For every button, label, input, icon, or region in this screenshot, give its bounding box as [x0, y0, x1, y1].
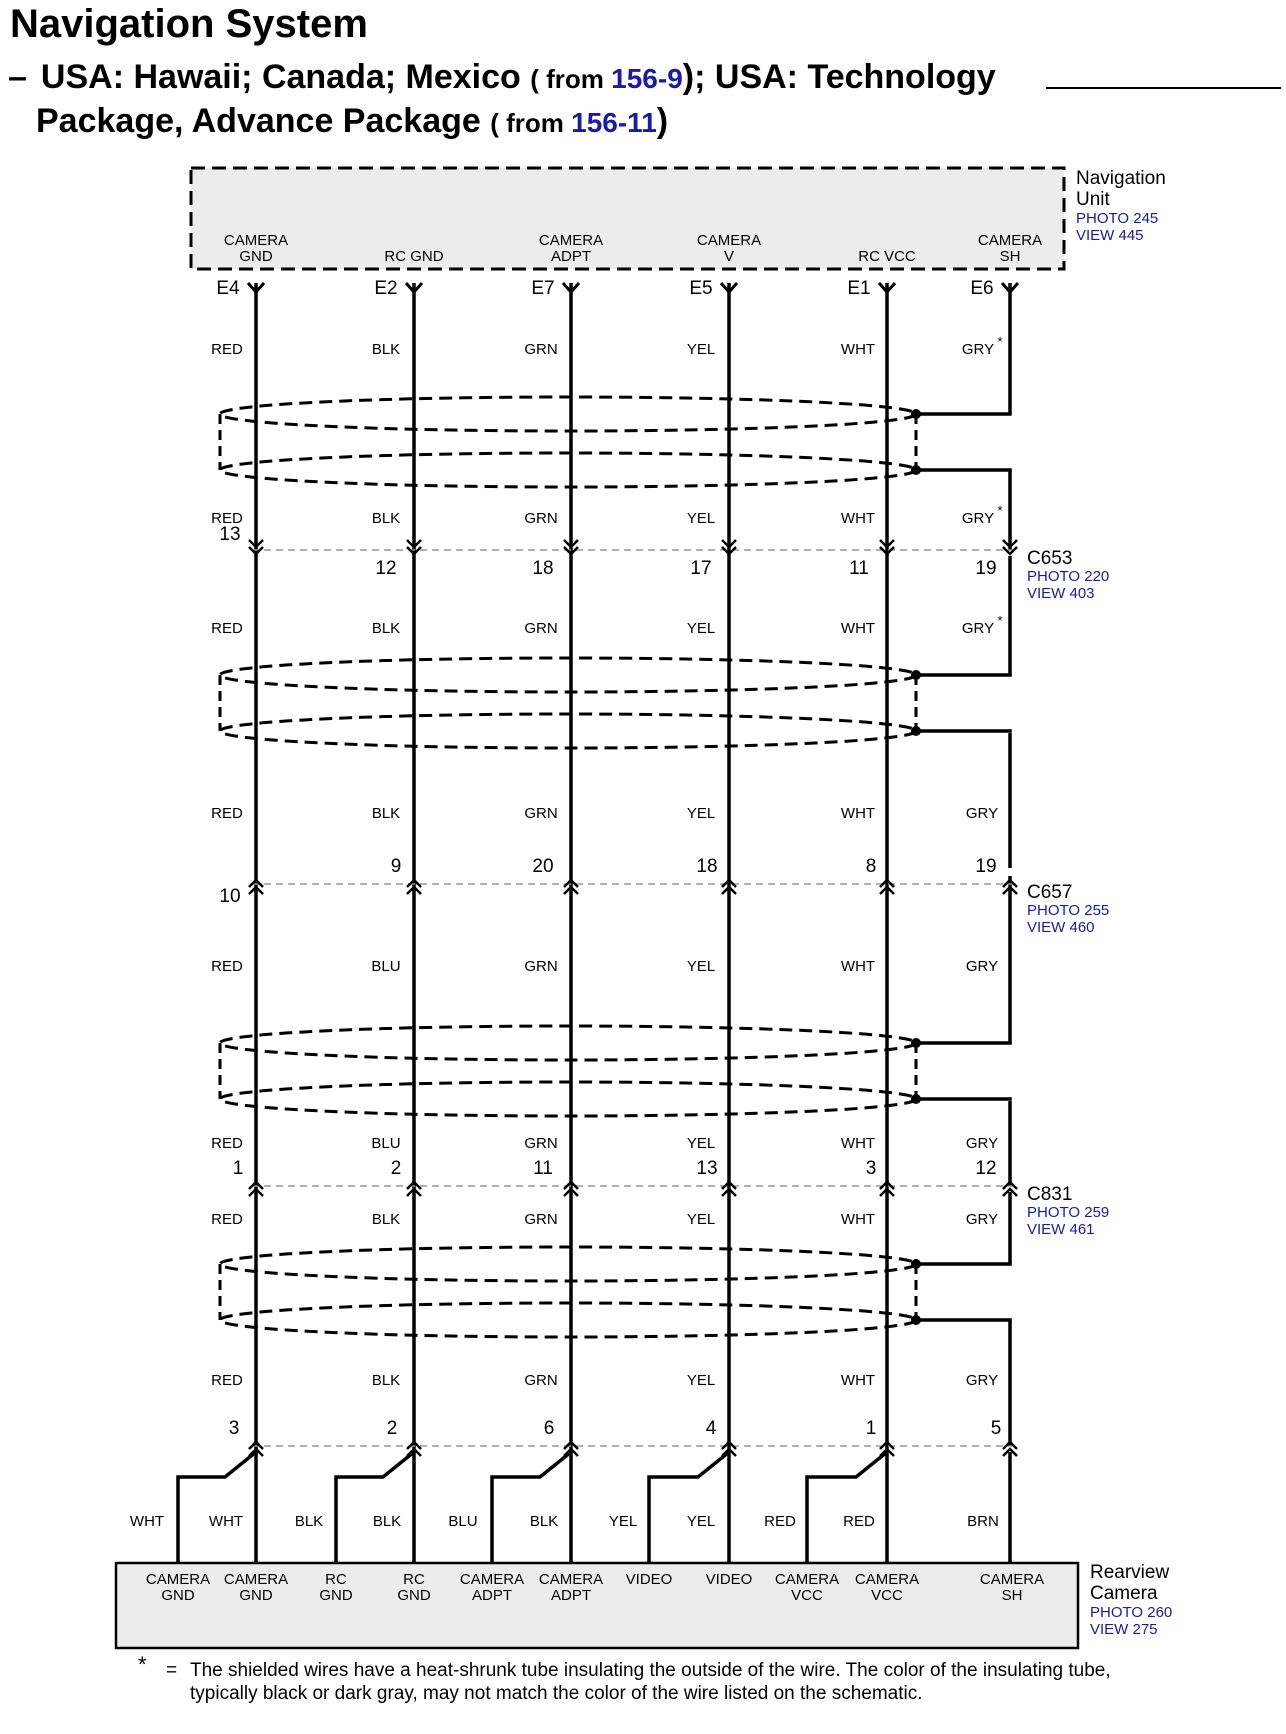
connector-pin-number: 8 — [865, 856, 877, 877]
wire-color-label: BLU — [371, 1135, 401, 1152]
shield-ellipse — [220, 714, 916, 748]
wire-split — [807, 1452, 887, 1565]
nav-pin-name-line1: CAMERA — [977, 232, 1043, 249]
nav-pin-name-line1: CAMERA — [538, 232, 604, 249]
link-156-11[interactable]: 156-11 — [571, 107, 657, 138]
wire-color-label: GRN — [524, 510, 558, 527]
subtitle-part-1: USA: Hawaii; Canada; Mexico — [40, 58, 521, 96]
wire-color-label: RED — [211, 1135, 243, 1152]
connector-pin-number: 18 — [532, 558, 554, 579]
camera-wire-color-label: BLK — [294, 1513, 324, 1530]
connector-pin-number: 2 — [390, 1158, 402, 1179]
camera-view-ref: VIEW 275 — [1090, 1621, 1158, 1638]
camera-pin-name-line2: VIDEO — [705, 1571, 753, 1588]
wire-split — [492, 1452, 571, 1565]
shield-ellipse — [220, 1303, 916, 1337]
wire-color-label: GRY — [965, 1135, 999, 1152]
wire-split — [336, 1452, 414, 1565]
camera-label-2: Camera — [1090, 1583, 1158, 1604]
camera-wire-color-label: RED — [764, 1513, 796, 1530]
nav-pin-name-line2: ADPT — [550, 248, 592, 265]
camera-wire-color-label: BLK — [529, 1513, 559, 1530]
connector-pin-number: 13 — [219, 524, 241, 545]
shield-ellipse — [220, 658, 916, 692]
wire-color-label: GRN — [524, 620, 558, 637]
wire-color-label: GRY — [961, 620, 995, 637]
footnote-star: * — [138, 1652, 147, 1677]
connector-pin-number: 1 — [865, 1418, 877, 1439]
camera-wire-color-label: BRN — [967, 1513, 999, 1530]
wire-color-label: WHT — [840, 958, 876, 975]
wire-color-label: YEL — [686, 341, 716, 358]
camera-pin-name-line1: CAMERA — [223, 1571, 289, 1588]
nav-pin-name-line1: CAMERA — [696, 232, 762, 249]
camera-wire-color-label: WHT — [129, 1513, 165, 1530]
camera-pin-name-line1: CAMERA — [538, 1571, 604, 1588]
connector-pin-number: 5 — [990, 1418, 1002, 1439]
connector-pin-number: 12 — [375, 558, 397, 579]
nav-pin-terminal: E6 — [970, 278, 994, 299]
nav-unit-view-ref: VIEW 445 — [1076, 227, 1144, 244]
wire-color-label: WHT — [840, 1211, 876, 1228]
wire-color-label: GRY — [965, 958, 999, 975]
camera-pin-name-line2: ADPT — [550, 1587, 592, 1604]
camera-wire-color-label: YEL — [686, 1513, 716, 1530]
wire-color-label: BLK — [371, 510, 401, 527]
camera-wire-color-label: WHT — [208, 1513, 244, 1530]
camera-photo-ref: PHOTO 260 — [1090, 1604, 1173, 1621]
wire-color-label: GRN — [524, 1211, 558, 1228]
wire-color-label: GRN — [524, 1372, 558, 1389]
subtitle-from-2-prefix: ( from — [490, 108, 572, 138]
connector-pin-number: 1 — [232, 1158, 244, 1179]
camera-pin-name-line2: VCC — [791, 1587, 823, 1604]
wire-color-label: GRN — [524, 1135, 558, 1152]
wire-color-label: GRN — [524, 958, 558, 975]
nav-unit-photo-ref: PHOTO 245 — [1076, 210, 1159, 227]
wire-color-label: YEL — [686, 1211, 716, 1228]
subtitle-from-2-suffix: ) — [656, 102, 669, 140]
connector-pin-number: 18 — [696, 856, 718, 877]
wire-color-label: YEL — [686, 510, 716, 527]
camera-pin-name-line2: VCC — [871, 1587, 903, 1604]
connector-pin-number: 4 — [705, 1418, 717, 1439]
nav-unit-label: Navigation — [1076, 168, 1166, 189]
nav-pin-name-line1: CAMERA — [223, 232, 289, 249]
shield-ellipse — [220, 453, 916, 487]
shield-ellipse — [220, 1082, 916, 1116]
wire-color-label: BLU — [371, 958, 401, 975]
wire-color-label: YEL — [686, 1372, 716, 1389]
wire-color-label: GRY — [965, 1372, 999, 1389]
wire-color-label: RED — [211, 805, 243, 822]
wire-color-label: WHT — [840, 620, 876, 637]
camera-pin-name-line2: SH — [1001, 1587, 1023, 1604]
wire-color-asterisk: * — [997, 334, 1003, 349]
wire-color-label: RED — [211, 1372, 243, 1389]
nav-pin-name-line2: V — [723, 248, 735, 265]
wire-color-label: BLK — [371, 341, 401, 358]
nav-pin-terminal: E5 — [689, 278, 713, 299]
subtitle-from-1-suffix: ); — [682, 58, 706, 96]
wire-color-label: WHT — [840, 341, 876, 358]
connector-name: C653 — [1027, 548, 1073, 569]
camera-pin-name-line2: GND — [161, 1587, 195, 1604]
nav-pin-name-line2: RC VCC — [858, 248, 916, 265]
connector-pin-number: 11 — [533, 1158, 553, 1179]
camera-wire-color-label: RED — [843, 1513, 875, 1530]
connector-pin-number: 10 — [219, 886, 241, 907]
shield-ellipse — [220, 1026, 916, 1060]
nav-pin-terminal: E1 — [847, 278, 871, 299]
camera-pin-name-line2: ADPT — [471, 1587, 513, 1604]
nav-unit-label-2: Unit — [1076, 189, 1110, 210]
camera-pin-name-line1: RC — [403, 1571, 425, 1588]
wire-color-asterisk: * — [997, 613, 1003, 628]
connector-pin-number: 13 — [696, 1158, 718, 1179]
wire-color-asterisk: * — [997, 503, 1003, 518]
nav-pin-name-line2: SH — [999, 248, 1021, 265]
connector-pin-number: 2 — [386, 1418, 398, 1439]
wire-split — [178, 1452, 256, 1565]
wire-color-label: WHT — [840, 510, 876, 527]
camera-pin-name-line2: GND — [319, 1587, 353, 1604]
connector-pin-number: 19 — [975, 856, 997, 877]
camera-pin-name-line1: CAMERA — [774, 1571, 840, 1588]
nav-pin-name-line2: GND — [239, 248, 273, 265]
wire-color-label: GRN — [524, 341, 558, 358]
connector-view-ref: VIEW 461 — [1027, 1221, 1095, 1238]
link-156-9[interactable]: 156-9 — [611, 63, 683, 94]
subtitle-part-2: USA: Technology — [714, 58, 996, 96]
nav-pin-terminal: E4 — [216, 278, 240, 299]
camera-wire-color-label: BLU — [448, 1513, 478, 1530]
wire-color-label: RED — [211, 620, 243, 637]
connector-pin-number: 3 — [228, 1418, 240, 1439]
wire-color-label: YEL — [686, 1135, 716, 1152]
wire-color-label: RED — [211, 1211, 243, 1228]
camera-wire-color-label: YEL — [608, 1513, 638, 1530]
wire-color-label: RED — [211, 958, 243, 975]
connector-pin-number: 19 — [975, 558, 997, 579]
nav-pin-name-line2: RC GND — [384, 248, 444, 265]
wire-split — [649, 1452, 729, 1565]
footnote-text: The shielded wires have a heat-shrunk tube insulating the outside of the wire. The color of the insulating tube, typically black or dark gray, may not match the color of the wire listed on the schematic. — [190, 1660, 1111, 1704]
camera-pin-name-line2: GND — [397, 1587, 431, 1604]
connector-name: C831 — [1027, 1184, 1073, 1205]
connector-photo-ref: PHOTO 255 — [1027, 902, 1110, 919]
camera-pin-name-line1: CAMERA — [979, 1571, 1045, 1588]
camera-pin-name-line2: VIDEO — [625, 1571, 673, 1588]
connector-pin-number: 17 — [690, 558, 712, 579]
subtitle-dash: – — [8, 58, 27, 96]
wire-color-label: BLK — [371, 620, 401, 637]
camera-label: Rearview — [1090, 1562, 1170, 1583]
wire-color-label: YEL — [686, 958, 716, 975]
camera-pin-name-line2: GND — [239, 1587, 273, 1604]
wire-color-label: BLK — [371, 1211, 401, 1228]
wire-color-label: WHT — [840, 1372, 876, 1389]
wire-color-label: RED — [211, 341, 243, 358]
footnote — [138, 1652, 1158, 1705]
connector-pin-number: 9 — [390, 856, 402, 877]
connector-pin-number: 12 — [975, 1158, 997, 1179]
shield-ellipse — [220, 1247, 916, 1281]
wire-color-label: GRY — [961, 341, 995, 358]
page-title: Navigation System — [10, 2, 368, 46]
wire-color-label: GRY — [961, 510, 995, 527]
connector-pin-number: 3 — [865, 1158, 877, 1179]
nav-pin-terminal: E2 — [374, 278, 398, 299]
camera-pin-name-line1: CAMERA — [854, 1571, 920, 1588]
nav-pin-terminal: E7 — [531, 278, 555, 299]
wire-color-label: WHT — [840, 805, 876, 822]
wire-color-label: GRY — [965, 805, 999, 822]
wire-color-label: GRN — [524, 805, 558, 822]
camera-pin-name-line1: RC — [325, 1571, 347, 1588]
connector-view-ref: VIEW 460 — [1027, 919, 1095, 936]
subtitle-from-1-prefix: ( from — [530, 64, 612, 94]
wire-color-label: YEL — [686, 805, 716, 822]
camera-pin-name-line1: CAMERA — [145, 1571, 211, 1588]
connector-pin-number: 6 — [543, 1418, 555, 1439]
connector-photo-ref: PHOTO 259 — [1027, 1204, 1110, 1221]
wire-color-label: WHT — [840, 1135, 876, 1152]
camera-wire-color-label: BLK — [372, 1513, 402, 1530]
connector-view-ref: VIEW 403 — [1027, 585, 1095, 602]
subtitle-part-3: Package, Advance Package — [36, 102, 481, 140]
wire-color-label: BLK — [371, 805, 401, 822]
wire-color-label: RED — [211, 510, 243, 527]
footnote-equals: = — [166, 1660, 178, 1681]
shield-ellipse — [220, 397, 916, 431]
connector-pin-number: 20 — [532, 856, 554, 877]
connector-pin-number: 11 — [849, 558, 869, 579]
wire-color-label: GRY — [965, 1211, 999, 1228]
connector-photo-ref: PHOTO 220 — [1027, 568, 1110, 585]
navigation-unit-box — [191, 168, 1064, 269]
camera-pin-name-line1: CAMERA — [459, 1571, 525, 1588]
connector-name: C657 — [1027, 882, 1073, 903]
wire-color-label: BLK — [371, 1372, 401, 1389]
wire-color-label: YEL — [686, 620, 716, 637]
